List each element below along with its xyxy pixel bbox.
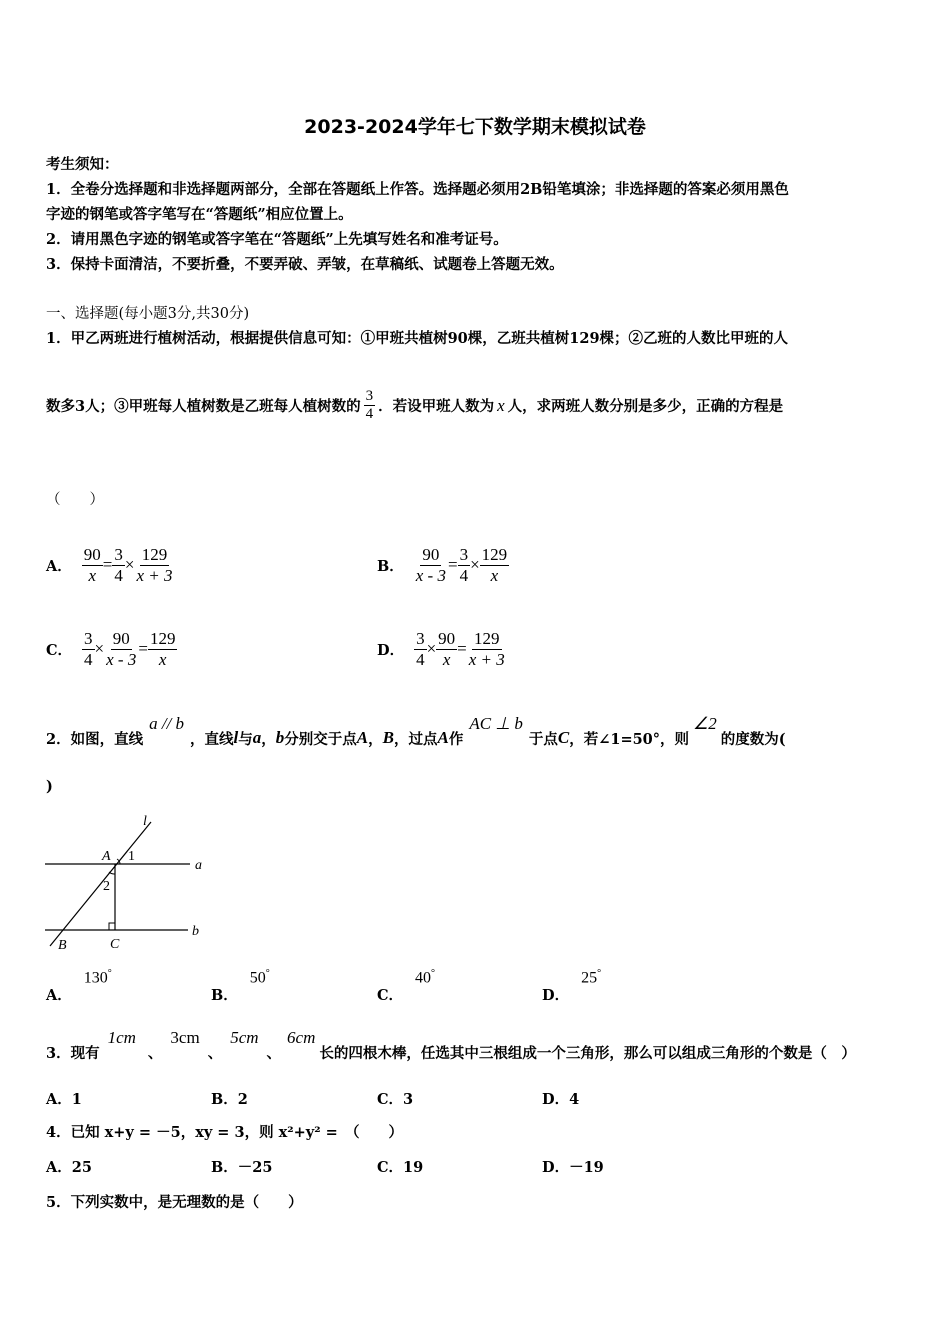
equals-sign: = (457, 639, 467, 659)
q3-separator: 、 (266, 1045, 282, 1062)
q3-length-3: 5cm (230, 1028, 259, 1047)
option-label: C． (377, 1091, 404, 1108)
notice-item-1-line-2: 字迹的钢笔或答字笔写在“答题纸”相应位置上。 (46, 206, 353, 223)
option-label: C． (377, 1159, 404, 1176)
denominator: x + 3 (136, 565, 173, 585)
q2-option-b[interactable] (211, 968, 270, 1005)
q2-text: 2．如图，直线 (46, 731, 144, 748)
q2-text: ，若∠1=50°，则 (569, 731, 690, 748)
q2-point-b: B (382, 728, 394, 747)
q2-math-angle: ∠2 (693, 714, 717, 733)
numerator: 90 (438, 629, 456, 648)
fraction (414, 545, 448, 585)
denominator: x (158, 649, 167, 669)
q2-text: ，直线 (190, 731, 234, 748)
q1-variable: x (497, 395, 505, 415)
q1-fraction-numerator: 3 (364, 388, 376, 406)
q3-length-2: 3cm (170, 1028, 200, 1047)
option-label: B． (377, 557, 404, 575)
times-sign: × (124, 555, 135, 575)
q1-fraction (364, 388, 376, 424)
equals-sign: = (447, 555, 458, 575)
option-label: C． (377, 987, 404, 1004)
q2-text: 作 (448, 731, 464, 748)
label-point-b: B (58, 938, 67, 953)
fraction (480, 545, 510, 585)
numerator: 3 (459, 545, 469, 564)
q2-text: 分别交于点 (284, 731, 357, 748)
q4-option-d[interactable] (542, 1156, 604, 1177)
option-value: 19 (403, 1159, 424, 1176)
option-value (415, 968, 435, 987)
right-angle-mark (109, 923, 115, 930)
option-value: 3 (403, 1091, 414, 1108)
option-value: 4 (569, 1091, 580, 1108)
q3-length-4: 6cm (287, 1028, 316, 1047)
q4-option-b[interactable] (211, 1156, 272, 1177)
degree-value: 130 (83, 969, 108, 987)
label-point-a: A (102, 849, 111, 864)
numerator: 129 (474, 629, 500, 648)
degree-sign: ° (107, 968, 112, 979)
denominator: x + 3 (468, 649, 505, 669)
times-sign: × (470, 555, 480, 575)
option-label: A． (46, 557, 72, 575)
q2-var-b: b (275, 728, 285, 747)
q2-text: 的度数为( (720, 731, 786, 748)
option-label: A． (46, 1091, 72, 1108)
label-angle-1: 1 (128, 849, 135, 864)
option-label: D． (377, 641, 405, 659)
q2-var-l: l (233, 728, 239, 747)
fraction (467, 629, 507, 669)
q2-var-a: a (252, 728, 262, 747)
fraction (458, 545, 471, 585)
degree-value: 40 (415, 969, 432, 987)
q2-text: ， (368, 731, 383, 748)
q2-math-parallel: a // b (149, 714, 185, 733)
degree-sign: ° (597, 968, 602, 979)
q2-text: 于点 (528, 731, 558, 748)
option-value: 1 (71, 1091, 82, 1108)
denominator: 4 (416, 649, 425, 669)
denominator: 4 (459, 565, 469, 585)
fraction (82, 545, 103, 585)
option-value (84, 968, 112, 987)
option-value: －25 (237, 1159, 273, 1176)
q1-option-c[interactable] (46, 629, 177, 669)
q3-option-c[interactable] (377, 1088, 413, 1109)
option-label: C． (46, 641, 73, 659)
equals-sign: = (102, 555, 113, 575)
q1-line-2 (46, 388, 783, 424)
q1-line-2-part-b: ．若设甲班人数为 (378, 398, 495, 416)
option-label: D． (542, 1159, 570, 1176)
denominator: 4 (114, 565, 123, 585)
option-value: －19 (569, 1159, 604, 1176)
option-label: A． (46, 987, 72, 1004)
q2-text: ， (261, 731, 276, 748)
fraction (436, 629, 457, 669)
q2-text: 与 (238, 731, 253, 748)
q5-stem: 5．下列实数中，是无理数的是（ ） (46, 1194, 303, 1211)
q1-option-d[interactable] (377, 629, 507, 669)
q3-option-d[interactable] (542, 1088, 579, 1109)
fraction (112, 545, 125, 585)
q3-text: 3．现有 (46, 1045, 100, 1062)
fraction (134, 545, 174, 585)
option-label: B． (211, 1159, 238, 1176)
numerator: 3 (114, 545, 123, 564)
label-l: l (143, 814, 147, 829)
denominator: x (442, 649, 451, 669)
notice-heading: 考生须知： (46, 156, 119, 173)
q1-line-2-part-a: 数多3人；③甲班每人植树数是乙班每人植树数的 (46, 398, 361, 416)
denominator: x - 3 (106, 649, 137, 669)
option-label: B． (211, 987, 238, 1004)
q1-line-1: 1．甲乙两班进行植树活动，根据提供信息可知：①甲班共植树90棵，乙班共植树129棵；②乙班的人数比甲班的人 (46, 330, 789, 347)
label-point-c: C (110, 937, 120, 952)
option-label: A． (46, 1159, 72, 1176)
q2-point-a: A (437, 728, 449, 747)
q1-option-a[interactable] (46, 545, 174, 585)
q2-point-c: C (557, 728, 570, 747)
q2-option-c[interactable] (377, 968, 435, 1005)
degree-value: 25 (581, 969, 598, 987)
q3-stem (46, 1028, 856, 1063)
option-label: D． (542, 1091, 570, 1108)
numerator: 129 (481, 545, 508, 564)
fraction (148, 629, 178, 669)
numerator: 129 (149, 629, 176, 648)
option-label: B． (211, 1091, 238, 1108)
label-a: a (195, 858, 202, 873)
notice-item-3: 3．保持卡面清洁，不要折叠，不要弄破、弄皱，在草稿纸、试题卷上答题无效。 (46, 256, 564, 273)
q1-line-2-part-c: 人，求两班人数分别是多少，正确的方程是 (507, 398, 784, 416)
times-sign: × (94, 639, 105, 659)
notice-item-1-line-1: 1．全卷分选择题和非选择题两部分，全部在答题纸上作答。选择题必须用2B铅笔填涂；非选择题的答案必须用黑色 (46, 181, 789, 198)
option-value: 2 (237, 1091, 248, 1108)
q3-length-1: 1cm (107, 1028, 136, 1047)
q2-point-a: A (356, 728, 369, 747)
option-label: D． (542, 987, 570, 1004)
numerator: 90 (112, 629, 130, 648)
q4-option-c[interactable] (377, 1156, 423, 1177)
q1-option-b[interactable] (377, 545, 509, 585)
numerator: 90 (83, 545, 101, 564)
notice-item-2: 2．请用黑色字迹的钢笔或答字笔在“答题纸”上先填写姓名和准考证号。 (46, 231, 508, 248)
denominator: 4 (84, 649, 93, 669)
q2-close-paren: ) (46, 778, 53, 795)
q2-math-perpendicular: AC ⊥ b (469, 714, 523, 733)
degree-sign: ° (265, 968, 270, 979)
q3-option-a[interactable] (46, 1088, 82, 1109)
label-angle-2: 2 (103, 879, 110, 894)
numerator: 129 (141, 545, 168, 564)
q4-option-a[interactable] (46, 1156, 92, 1177)
page-title: 2023-2024学年七下数学期末模拟试卷 (304, 116, 646, 138)
numerator: 90 (422, 545, 440, 564)
angle-2-arc (109, 872, 115, 874)
denominator: x (88, 565, 97, 585)
q3-separator: 、 (207, 1045, 223, 1062)
times-sign: × (426, 639, 437, 659)
numerator: 3 (416, 629, 425, 648)
numerator: 3 (84, 629, 93, 648)
fraction (82, 629, 95, 669)
q4-stem: 4．已知 x+y = －5，xy = 3，则 x²+y² = （ ） (46, 1124, 404, 1141)
q2-option-d[interactable] (542, 968, 601, 1005)
q3-separator: 、 (147, 1045, 163, 1062)
option-value (581, 968, 601, 987)
q1-fraction-denominator: 4 (365, 406, 374, 423)
fraction (104, 629, 138, 669)
equals-sign: = (138, 639, 148, 659)
q2-figure (40, 812, 215, 954)
label-b: b (192, 924, 199, 939)
q3-text: 长的四根木棒，任选其中三根组成一个三角形，那么可以组成三角形的个数是（ ） (319, 1045, 856, 1062)
q2-option-a[interactable] (46, 968, 112, 1005)
option-value (250, 968, 270, 987)
q2-text: ，过点 (393, 731, 438, 748)
option-value: 25 (71, 1159, 92, 1176)
fraction (414, 629, 427, 669)
denominator: x - 3 (415, 565, 446, 585)
line-l (50, 822, 151, 946)
degree-sign: ° (431, 968, 436, 979)
q1-answer-blank: （ ） (46, 492, 104, 508)
section-heading: 一、选择题(每小题3分,共30分) (46, 306, 250, 322)
q2-stem (46, 714, 786, 748)
degree-value: 50 (249, 969, 266, 987)
q3-option-b[interactable] (211, 1088, 248, 1109)
denominator: x (490, 565, 499, 585)
